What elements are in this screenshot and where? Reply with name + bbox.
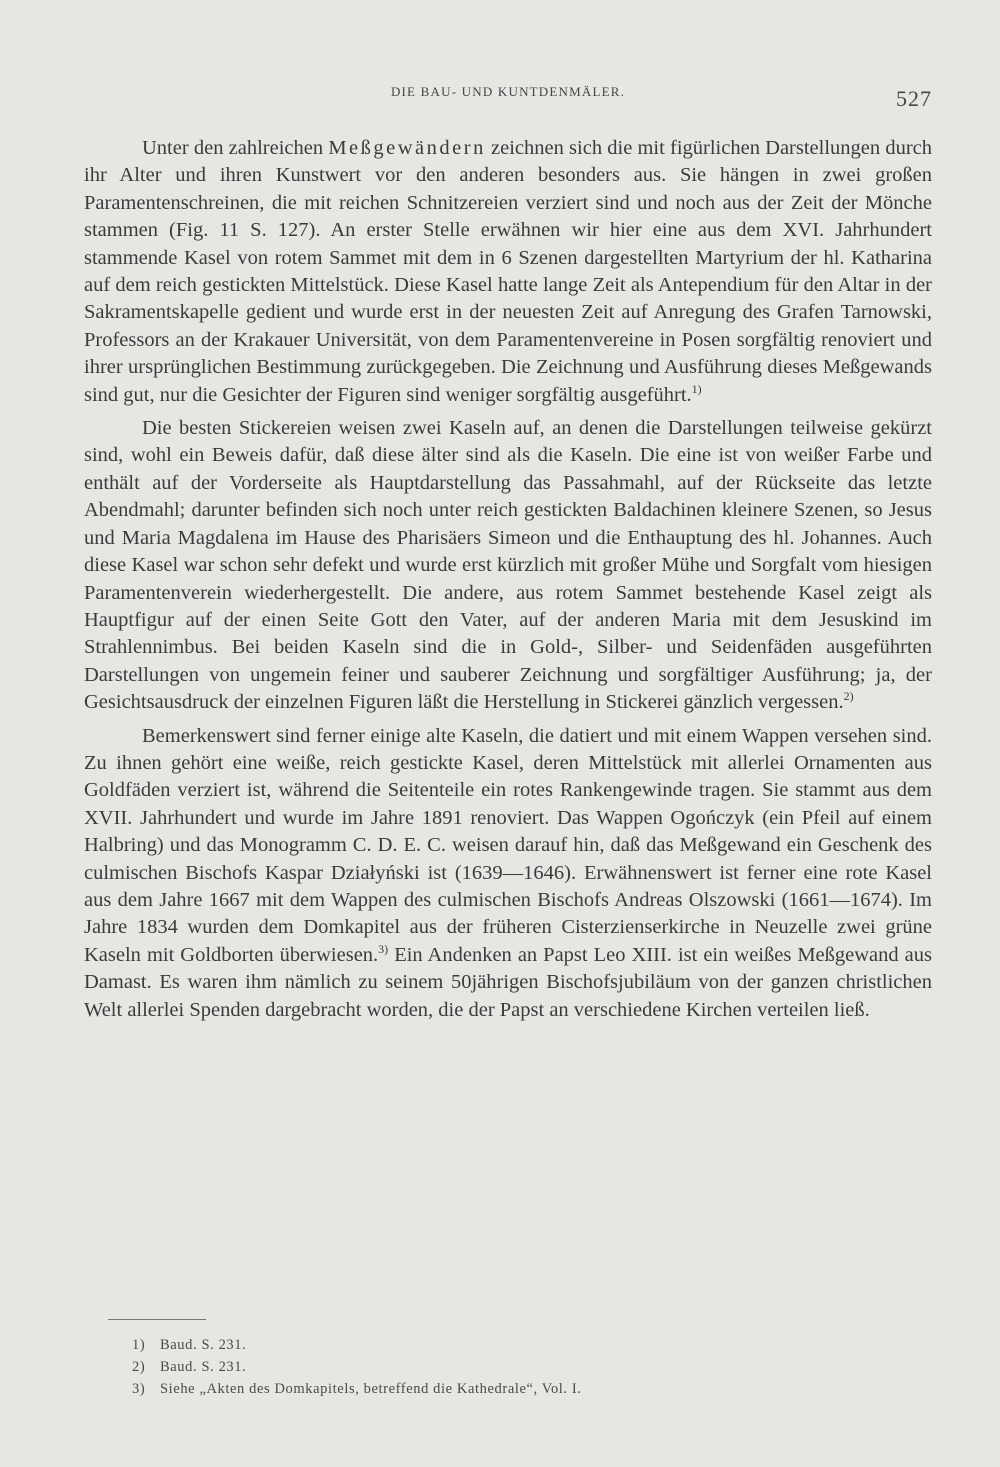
footnote-1 bbox=[132, 1334, 892, 1356]
footnote-ref-1: 1) bbox=[691, 381, 702, 396]
paragraph-1-spaced-term: Meßgewändern bbox=[328, 137, 486, 159]
body-text bbox=[84, 135, 932, 1024]
footnote-divider bbox=[108, 1319, 206, 1320]
footnote-mark: 3) bbox=[132, 1381, 146, 1397]
paragraph-3-text-b: Ein Andenken an Papst Leo XIII. ist ein weißes Meßgewand aus Damast. Es waren ihm nämlich zu seinem 50jährigen Bischofsjubiläum von der ganzen christlichen Welt allerlei Spenden dargebracht worden, die der Papst an verschiedene Kirchen verteilen ließ. bbox=[84, 943, 933, 1021]
paragraph-2 bbox=[84, 415, 932, 716]
page-header bbox=[84, 80, 932, 110]
footnote-ref-2: 2) bbox=[843, 689, 854, 704]
paragraph-1-text: zeichnen sich die mit figürlichen Darstellungen durch ihr Alter und ihren Kunstwert vor den anderen besonders aus. Sie hängen in zwei großen Paramentenschreinen, die mit reichen Schnitzereien verziert sind und noch aus der Zeit der Mönche stammen (Fig. 11 S. 127). An erster Stelle erwähnen wir hier eine aus dem XVI. Jahrhundert stammende Kasel von rotem Sammet mit dem in 6 Szenen dargestellten Martyrium der hl. Katharina auf dem reich gestickten Mittelstück. Diese Kasel hatte lange Zeit als Antependium für den Altar in der Sakramentskapelle gedient und wurde erst in der neuesten Zeit auf Anregung des Grafen Tarnowski, Professors an der Krakauer Universität, von dem Paramentenvereine in Posen sorgfältig renoviert und ihrer ursprünglichen Bestimmung zurückgegeben. Die Zeichnung und Ausführung dieses Meßgewands sind gut, nur die Gesichter der Figuren sind weniger sorgfältig ausgeführt. bbox=[84, 137, 932, 406]
page-number: 527 bbox=[896, 86, 932, 111]
footnote-mark: 1) bbox=[132, 1337, 146, 1353]
footnote-mark: 2) bbox=[132, 1359, 146, 1375]
footnote-text: Baud. S. 231. bbox=[160, 1359, 247, 1375]
running-title: DIE BAU- UND KUNTDENMÄLER. bbox=[390, 84, 626, 99]
footnote-text: Baud. S. 231. bbox=[160, 1337, 247, 1353]
footnote-2 bbox=[132, 1356, 892, 1378]
paragraph-3 bbox=[84, 723, 932, 1024]
footnote-text: Siehe „Akten des Domkapitels, betreffend die Kathedrale“, Vol. I. bbox=[160, 1381, 582, 1397]
footnote-3 bbox=[132, 1378, 892, 1400]
paragraph-2-text: Die besten Stickereien weisen zwei Kaseln auf, an denen die Darstellungen teilweise gekürzt sind, wohl ein Beweis dafür, daß diese älter sind als die Kaseln. Die eine ist von weißer Farbe und enthält auf der Vorderseite als Hauptdarstellung das Passahmahl, auf der Rückseite das letzte Abendmahl; darunter befinden sich noch unter reich gestickten Baldachinen kleinere Szenen, so Jesus und Maria Magdalena im Hause des Pharisäers Simeon und die Enthauptung des hl. Johannes. Auch diese Kasel war schon sehr defekt und wurde erst kürzlich mit großer Mühe und Sorgfalt vom hiesigen Paramentenverein wiederhergestellt. Die andere, aus rotem Sammet bestehende Kasel zeigt als Hauptfigur auf der einen Seite Gott den Vater, auf der anderen Maria mit dem Jesuskind im Strahlennimbus. Bei beiden Kaseln sind die in Gold-, Silber- und Seidenfäden ausgeführten Darstellungen von ungemein feiner und sauberer Zeichnung und sorgfältiger Ausführung; ja, der Gesichtsausdruck der einzelnen Figuren läßt die Herstellung in Stickerei gänzlich vergessen. bbox=[84, 417, 932, 714]
paragraph-1-lead: Unter den zahlreichen bbox=[142, 137, 329, 159]
footnote-ref-3: 3) bbox=[378, 941, 389, 956]
paragraph-3-text-a: Bemerkenswert sind ferner einige alte Kaseln, die datiert und mit einem Wappen versehen sind. Zu ihnen gehört eine weiße, reich gestickte Kasel, deren Mittelstück mit allerlei Ornamenten aus Goldfäden verziert ist, während die Seitenteile ein rotes Rankengewinde tragen. Sie stammt aus dem XVII. Jahrhundert und wurde im Jahre 1891 renoviert. Das Wappen Ogończyk (ein Pfeil auf einem Halbring) und das Monogramm C. D. E. C. weisen darauf hin, daß das Meßgewand ein Geschenk des culmischen Bischofs Kaspar Działyński ist (1639—1646). Erwähnenswert ist ferner eine rote Kasel aus dem Jahre 1667 mit dem Wappen des culmischen Bischofs Andreas Olszowski (1661—1674). Im Jahre 1834 wurden dem Domkapitel aus der früheren Cisterzienserkirche in Neuzelle zwei grüne Kaseln mit Goldborten überwiesen. bbox=[84, 724, 932, 966]
paragraph-1 bbox=[84, 135, 932, 409]
footnotes bbox=[132, 1334, 892, 1400]
